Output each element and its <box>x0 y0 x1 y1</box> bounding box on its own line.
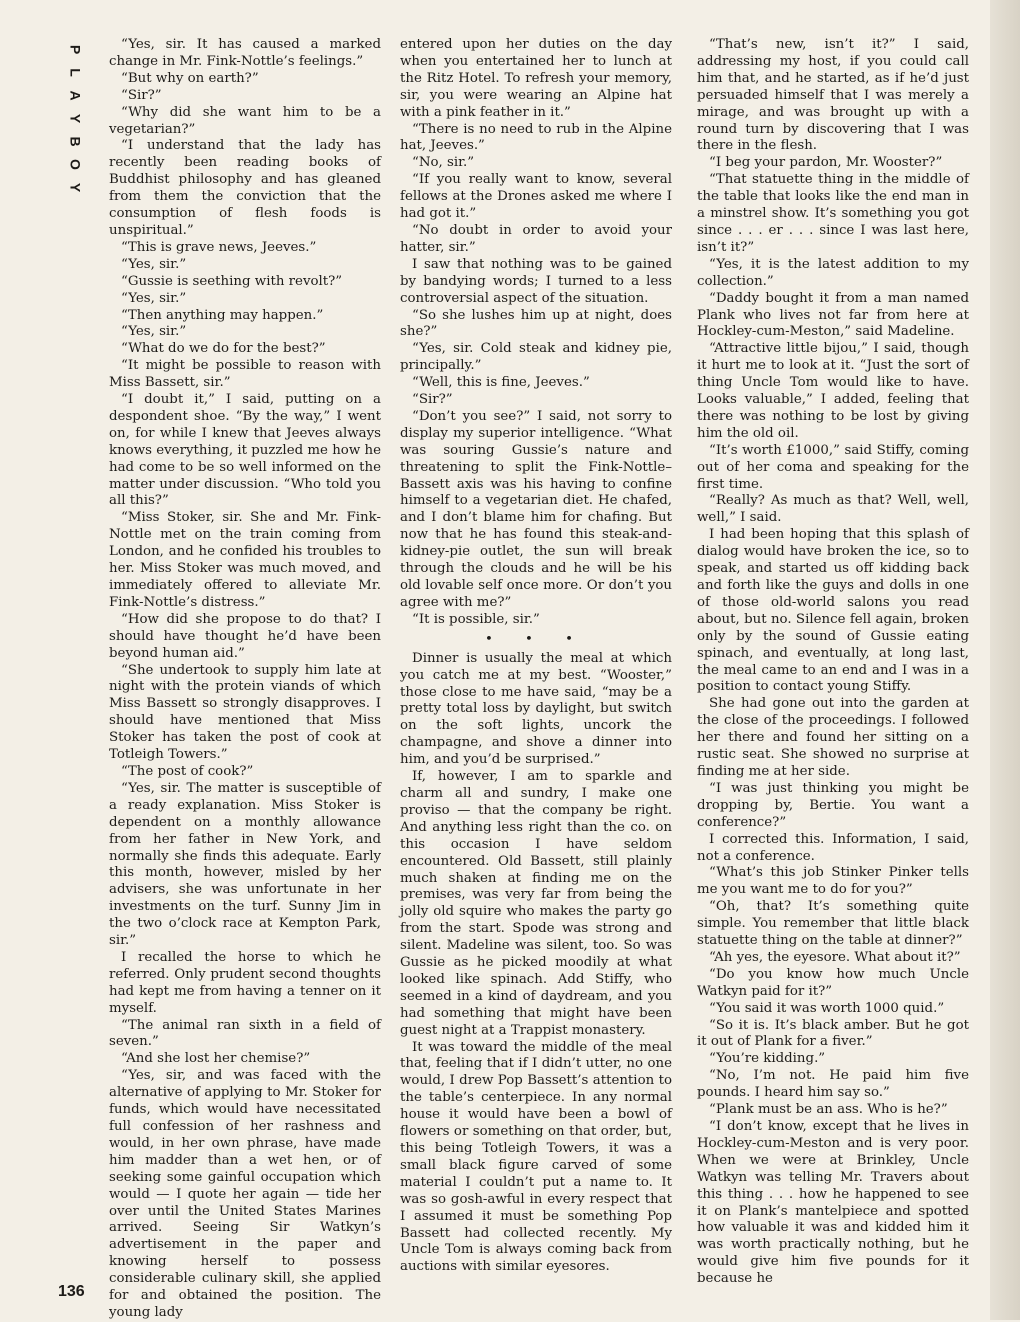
paragraph: “I beg your pardon, Mr. Wooster?” <box>709 155 943 171</box>
paragraph: “What’s this job Stinker Pinker tells me you want me to do for you?” <box>697 865 969 898</box>
paragraph: “Yes, sir. Cold steak and kidney pie, principally.” <box>400 341 672 374</box>
paragraph: “The animal ran sixth in a field of seven.” <box>109 1017 381 1050</box>
paragraph: If, however, I am to sparkle and charm all and sundry, I make one proviso — that the company be right. And anything less right than the co. on this occasion I have seldom encountered. Old Bassett, still plainly much shaken at finding me on the premises, was very far from being the jolly old squire who makes the party go from the start. Spode was strong and silent. Madeline was silent, too. So was Gussie as he picked moodily at what looked like spinach. Add Stiffy, who seemed in a kind of daydream, and you had something that might have been guest night at a Trappist monastery. <box>400 769 672 1038</box>
paragraph: “Yes, sir. The matter is susceptible of a ready explanation. Miss Stoker is dependent on a monthly allowance from her father in New York, and normally she finds this adequate. Early this month, however, misled by her advisers, she was unfortunate in her investments on the turf. Sunny Jim in the two o’clock race at Kempton Park, sir.” <box>109 780 381 949</box>
paragraph: “Oh, that? It’s something quite simple. You remember that little black statuette thing on the table at dinner?” <box>697 899 969 949</box>
paragraph: “I doubt it,” I said, putting on a despondent shoe. “By the way,” I went on, for while I knew that Jeeves always knows everything, it puzzled me how he had come to be so well informed on the matter under discussion. “Who told you all this?” <box>109 392 381 509</box>
paragraph: Dinner is usually the meal at which you catch me at my best. “Wooster,” those close to me have said, “may be a pretty total loss by daylight, but switch on the soft lights, uncork the champagne, and shove a dinner into him, and you’d be surprised.” <box>400 650 672 768</box>
paragraph: “It’s worth £1000,” said Stiffy, coming out of her coma and speaking for the first time. <box>697 442 969 492</box>
paragraph: “If you really want to know, several fellows at the Drones asked me where I had got it.” <box>400 172 672 222</box>
running-head-letter: Y <box>67 182 84 193</box>
paragraph: “And she lost her chemise?” <box>121 1051 311 1067</box>
paragraph: “This is grave news, Jeeves.” <box>121 239 317 255</box>
running-head <box>62 38 88 199</box>
paragraph: “Yes, it is the latest addition to my collection.” <box>697 256 969 289</box>
paragraph: It was toward the middle of the meal that, feeling that if I didn’t utter, no one would, I drew Pop Bassett’s attention to the table’s centerpiece. In any normal house it would have been a bowl of flowers or something on that order, but, this being Totleigh Towers, it was a small black figure carved of some material I couldn’t put a name to. It was so gosh-awful in every respect that I assumed it must be something Pop Bassett had collected recently. My Uncle Tom is always coming back from auctions with similar eyesores. <box>400 1039 672 1275</box>
paragraph: “Don’t you see?” I said, not sorry to display my superior intelligence. “What was souring Gussie’s nature and threatening to split the Fink-Nottle–Bassett axis was his having to confine himself to a vegetarian diet. He chafed, and I don’t blame him for chafing. But now that he has found this steak-and-kidney-pie outlet, the sun will break through the clouds and he will be his old lovable self once more. Or don’t you agree with me?” <box>400 408 672 610</box>
paragraph: “I was just thinking you might be dropping by, Bertie. You want a conference?” <box>697 780 969 830</box>
paragraph: “Do you know how much Uncle Watkyn paid for it?” <box>697 966 969 999</box>
paragraph: “No, sir.” <box>412 155 475 171</box>
paragraph: “Yes, sir.” <box>121 256 187 272</box>
paragraph: “What do we do for the best?” <box>121 341 326 357</box>
paragraph: I corrected this. Information, I said, not a conference. <box>697 831 969 864</box>
paragraph: “Yes, sir.” <box>121 324 187 340</box>
running-head-letter: L <box>67 68 84 77</box>
paragraph: “Why did she want him to be a vegetarian?” <box>109 104 381 137</box>
paragraph: “I don’t know, except that he lives in Hockley-cum-Meston and is very poor. When we were at Brinkley, Uncle Watkyn was telling Mr. Travers about this thing . . . how he happened to see it on Plank’s mantelpiece and spotted how valuable it was and kidded him it was worth practically nothing, but he would give him five pounds for it because he <box>697 1119 969 1287</box>
paragraph: “Then anything may happen.” <box>121 307 324 323</box>
paragraph: “Well, this is fine, Jeeves.” <box>412 375 590 391</box>
paragraph: “There is no need to rub in the Alpine hat, Jeeves.” <box>400 121 672 154</box>
paragraph: “Attractive little bijou,” I said, though it hurt me to look at it. “Just the sort of thing Uncle Tom would like to have. Looks valuable,” I added, feeling that there was nothing to be lost by giving him the old oil. <box>697 341 969 441</box>
paragraph: “Sir?” <box>121 87 162 103</box>
paragraph: “That’s new, isn’t it?” I said, addressing my host, if you could call him that, and he started, as if he’d just persuaded himself that I was merely a mirage, and was brought up with a round turn by discovering that I was there in the flesh. <box>697 37 969 154</box>
page-number: 136 <box>58 1283 85 1300</box>
page-edge <box>990 0 1020 1320</box>
paragraph: I had been hoping that this splash of dialog would have broken the ice, so to speak, and started us off kidding back and forth like the guys and dolls in one of those old-world salons you read about, but no. Silence fell again, broken only by the sound of Gussie eating spinach, and eventually, at long last, the meal came to an end and I was in a position to contact young Stiffy. <box>697 527 969 695</box>
paragraph: “It is possible, sir.” <box>412 611 540 627</box>
paragraph: “She undertook to supply him late at night with the protein viands of which Miss Bassett so strongly disapproves. I should have mentioned that Miss Stoker has taken the post of cook at Totleigh Towers.” <box>109 662 381 763</box>
paragraph: “Sir?” <box>412 392 453 408</box>
paragraph: She had gone out into the garden at the close of the proceedings. I followed her there and found her sitting on a rustic seat. She showed no surprise at finding me at her side. <box>697 696 969 779</box>
running-head-letter: Y <box>67 113 84 124</box>
text-column-1 <box>109 37 381 1322</box>
paragraph: “You said it was worth 1000 quid.” <box>709 1000 945 1016</box>
paragraph: entered upon her duties on the day when you entertained her to lunch at the Ritz Hotel. To refresh your memory, sir, you were wearing an Alpine hat with a pink feather in it.” <box>400 37 672 120</box>
section-break: • • • <box>484 631 588 647</box>
paragraph: “Yes, sir. It has caused a marked change in Mr. Fink-Nottle’s feelings.” <box>109 37 381 69</box>
paragraph: “The post of cook?” <box>121 763 254 779</box>
paragraph: “That statuette thing in the middle of the table that looks like the end man in a minstrel show. It’s something you got since . . . er . . . since I was last here, isn’t it?” <box>697 172 969 255</box>
paragraph: “Really? As much as that? Well, well, well,” I said. <box>697 493 969 526</box>
paragraph: “No, I’m not. He paid him five pounds. I heard him say so.” <box>697 1068 969 1101</box>
running-head-letter: O <box>67 159 84 170</box>
paragraph: “How did she propose to do that? I should have thought he’d have been beyond human aid.” <box>109 611 381 661</box>
running-head-letter: B <box>67 136 84 147</box>
running-head-letter: A <box>67 90 84 101</box>
paragraph: “Ah yes, the eyesore. What about it?” <box>709 949 961 965</box>
paragraph: “No doubt in order to avoid your hatter, sir.” <box>400 222 672 255</box>
paragraph: “Gussie is seething with revolt?” <box>121 273 343 289</box>
paragraph: “It might be possible to reason with Miss Bassett, sir.” <box>109 358 381 391</box>
paragraph: “Miss Stoker, sir. She and Mr. Fink-Nottle met on the train coming from London, and he confided his troubles to her. Miss Stoker was much moved, and immediately offered to alleviate Mr. Fink-Nottle’s distress.” <box>109 510 381 610</box>
paragraph: “But why on earth?” <box>121 70 259 86</box>
paragraph: “I understand that the lady has recently been reading books of Buddhist philosophy and has gleaned from them the conviction that the consumption of flesh foods is unspiritual.” <box>109 138 381 238</box>
paragraph: “You’re kidding.” <box>709 1051 826 1067</box>
paragraph: “So it is. It’s black amber. But he got it out of Plank for a fiver.” <box>697 1017 969 1050</box>
text-column-2 <box>400 37 672 1276</box>
running-head-letter: P <box>67 44 84 55</box>
paragraph: “Yes, sir, and was faced with the alternative of applying to Mr. Stoker for funds, which would have necessitated full confession of her rashness and would, in her own phrase, have made him madder than a wet hen, or of seeking some gainful occupation which would — I quote her again — tide her over until the United States Marines arrived. Seeing Sir Watkyn’s advertisement in the paper and knowing herself to possess considerable culinary skill, she applied for and obtained the position. The young lady <box>109 1068 381 1320</box>
paragraph: “Plank must be an ass. Who is he?” <box>709 1102 948 1118</box>
paragraph: “So she lushes him up at night, does she?” <box>400 307 672 340</box>
paragraph: “Yes, sir.” <box>121 290 187 306</box>
paragraph: I recalled the horse to which he referred. Only prudent second thoughts had kept me from having a tenner on it myself. <box>109 949 381 1016</box>
paragraph: I saw that nothing was to be gained by bandying words; I turned to a less controversial aspect of the situation. <box>400 256 672 306</box>
text-column-3 <box>697 37 969 1288</box>
paragraph: “Daddy bought it from a man named Plank who lives not far from here at Hockley-cum-Meston,” said Madeline. <box>697 290 969 340</box>
